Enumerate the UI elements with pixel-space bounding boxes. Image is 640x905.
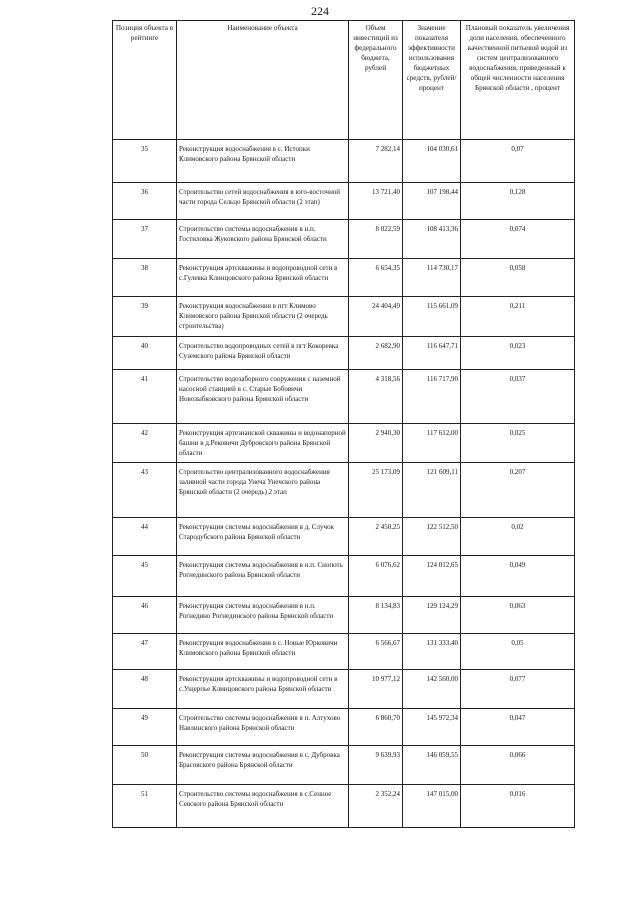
efficiency-cell: 142 560,00: [403, 670, 461, 709]
investment-cell: 2 682,90: [349, 337, 403, 370]
target-percent-cell: 0,207: [461, 463, 575, 518]
investment-cell: 4 318,56: [349, 370, 403, 424]
investment-cell: 10 977,12: [349, 670, 403, 709]
page-number: 224: [311, 4, 329, 18]
target-percent-cell: 0,025: [461, 424, 575, 463]
position-cell: 43: [113, 463, 177, 518]
object-name-cell: Реконструкция водоснабжения в с. Новые Юрковичи Климовского района Брянской области: [177, 634, 349, 670]
target-percent-cell: 0,058: [461, 259, 575, 297]
investment-cell: 6 654,35: [349, 259, 403, 297]
target-percent-cell: 0,077: [461, 670, 575, 709]
table-row: [113, 297, 575, 337]
position-cell: 42: [113, 424, 177, 463]
position-cell: 49: [113, 709, 177, 746]
position-cell: 44: [113, 518, 177, 556]
target-percent-cell: 0,063: [461, 597, 575, 634]
position-cell: 46: [113, 597, 177, 634]
investment-cell: 7 282,14: [349, 140, 403, 183]
investment-cell: 9 639,93: [349, 746, 403, 785]
header-name: Наименование объекта: [177, 21, 349, 140]
investment-cell: 24 404,49: [349, 297, 403, 337]
efficiency-cell: 104 030,61: [403, 140, 461, 183]
target-percent-cell: 0,211: [461, 297, 575, 337]
table-row: [113, 597, 575, 634]
object-name-cell: Реконструкция системы водоснабжения в с. Дубровка Брасовского района Брянской области: [177, 746, 349, 785]
target-percent-cell: 0,074: [461, 220, 575, 259]
efficiency-cell: 116 647,71: [403, 337, 461, 370]
efficiency-cell: 129 124,29: [403, 597, 461, 634]
object-name-cell: Реконструкция артскважины и водопроводной сети в с.Гулевка Клинцовского района Брянской области: [177, 259, 349, 297]
position-cell: 37: [113, 220, 177, 259]
table-row: [113, 670, 575, 709]
target-percent-cell: 0,037: [461, 370, 575, 424]
position-cell: 47: [113, 634, 177, 670]
object-name-cell: Строительство сетей водоснабжения в юго-восточной части города Сельцо Брянской области (2 этап): [177, 183, 349, 220]
target-percent-cell: 0,016: [461, 785, 575, 828]
efficiency-cell: 146 059,55: [403, 746, 461, 785]
table-row: [113, 183, 575, 220]
position-cell: 38: [113, 259, 177, 297]
target-percent-cell: 0,128: [461, 183, 575, 220]
table-row: [113, 220, 575, 259]
target-percent-cell: 0,066: [461, 746, 575, 785]
position-cell: 50: [113, 746, 177, 785]
investment-cell: 2 352,24: [349, 785, 403, 828]
object-name-cell: Реконструкция артскважины и водопроводной сети в с.Ущерпье Клинцовского района Брянской области: [177, 670, 349, 709]
table-row: [113, 746, 575, 785]
table-row: [113, 424, 575, 463]
efficiency-cell: 117 612,00: [403, 424, 461, 463]
investment-cell: 2 450,25: [349, 518, 403, 556]
efficiency-cell: 124 012,65: [403, 556, 461, 597]
position-cell: 40: [113, 337, 177, 370]
investment-cell: 6 076,62: [349, 556, 403, 597]
efficiency-cell: 115 661,09: [403, 297, 461, 337]
efficiency-cell: 147 015,00: [403, 785, 461, 828]
object-name-cell: Строительство централизованного водоснабжения заливной части города Унеча Унечского района Брянской области (2 очередь) 2 этап: [177, 463, 349, 518]
target-percent-cell: 0,023: [461, 337, 575, 370]
table-row: [113, 518, 575, 556]
target-percent-cell: 0,07: [461, 140, 575, 183]
efficiency-cell: 145 972,34: [403, 709, 461, 746]
position-cell: 51: [113, 785, 177, 828]
efficiency-cell: 108 413,36: [403, 220, 461, 259]
efficiency-cell: 116 717,90: [403, 370, 461, 424]
object-name-cell: Реконструкция артезианской скважины и водонапорной башни в д.Рековичи Дубровского района Брянской области: [177, 424, 349, 463]
investment-cell: 13 721,40: [349, 183, 403, 220]
object-name-cell: Строительство системы водоснабжения в с.Сенное Севского района Брянской области: [177, 785, 349, 828]
object-name-cell: Строительство водопроводных сетей в пгт Кокоревка Суземского района Брянской области: [177, 337, 349, 370]
efficiency-cell: 107 198,44: [403, 183, 461, 220]
table-row: [113, 370, 575, 424]
position-cell: 39: [113, 297, 177, 337]
position-cell: 45: [113, 556, 177, 597]
table-row: [113, 785, 575, 828]
table-row: [113, 140, 575, 183]
object-name-cell: Реконструкция водоснабжения в с. Истопки Климовского района Брянской области: [177, 140, 349, 183]
object-name-cell: Реконструкция системы водоснабжения в н.п. Снопоть Рогнединского района Брянской области: [177, 556, 349, 597]
object-name-cell: Строительство системы водоснабжения в п. Алтухово Навлинского района Брянской области: [177, 709, 349, 746]
object-name-cell: Реконструкция водоснабжения в пгт Климово Климовского района Брянской области (2 очередь строительства): [177, 297, 349, 337]
investment-cell: 25 173,09: [349, 463, 403, 518]
efficiency-cell: 121 609,11: [403, 463, 461, 518]
target-percent-cell: 0,05: [461, 634, 575, 670]
object-name-cell: Строительство водозаборного сооружения с наземной насосной станцией в с. Старые Бобовичи Новозыбковского района Брянской области: [177, 370, 349, 424]
efficiency-cell: 131 333,40: [403, 634, 461, 670]
position-cell: 35: [113, 140, 177, 183]
header-efficiency: Значение показателя эффективности использования бюджетных средств, рублей/процент: [403, 21, 461, 140]
investment-cell: 6 860,70: [349, 709, 403, 746]
table-row: [113, 634, 575, 670]
rating-table: [112, 20, 575, 828]
table-row: [113, 463, 575, 518]
header-position: Позиция объекта в рейтинге: [113, 21, 177, 140]
table-row: [113, 259, 575, 297]
investment-cell: 8 134,83: [349, 597, 403, 634]
investment-cell: 8 022,59: [349, 220, 403, 259]
investment-cell: 6 566,67: [349, 634, 403, 670]
object-name-cell: Реконструкция системы водоснабжения в д. Случок Стародубского района Брянской области: [177, 518, 349, 556]
header-investment: Объем инвестиций из федерального бюджета, рублей: [349, 21, 403, 140]
position-cell: 36: [113, 183, 177, 220]
header-target: Плановый показатель увеличения доли населения, обеспеченного качественной питьевой водой из систем централизованного водоснабжения, приведенный к общей численности населения Брянской области , процент: [461, 21, 575, 140]
table-row: [113, 556, 575, 597]
investment-cell: 2 940,30: [349, 424, 403, 463]
position-cell: 41: [113, 370, 177, 424]
target-percent-cell: 0,049: [461, 556, 575, 597]
efficiency-cell: 122 512,50: [403, 518, 461, 556]
object-name-cell: Строительство системы водоснабжения в н.п. Гостиловка Жуковского района Брянской области: [177, 220, 349, 259]
table-row: [113, 709, 575, 746]
target-percent-cell: 0,02: [461, 518, 575, 556]
object-name-cell: Реконструкция системы водоснабжения в н.п. Рогнедино Рогнединского района Брянской области: [177, 597, 349, 634]
table-row: [113, 337, 575, 370]
position-cell: 48: [113, 670, 177, 709]
table-header-row: [113, 21, 575, 140]
target-percent-cell: 0,047: [461, 709, 575, 746]
efficiency-cell: 114 730,17: [403, 259, 461, 297]
